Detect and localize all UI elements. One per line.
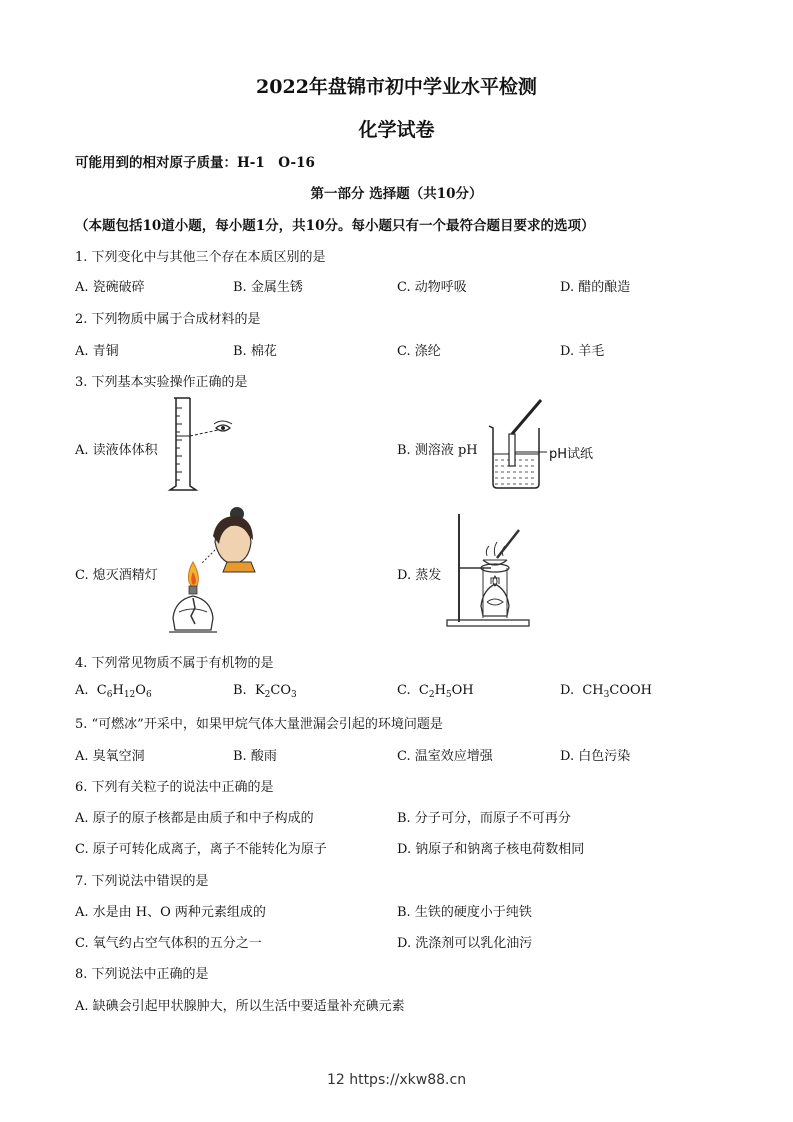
alcohol-lamp-figure — [165, 500, 255, 640]
q1-option-a[interactable]: A. 瓷碗破碎 — [75, 280, 145, 295]
question-1-stem: 1. 下列变化中与其他三个存在本质区别的是 — [75, 250, 326, 265]
graduated-cylinder-figure — [160, 394, 240, 494]
q5-option-b[interactable]: B. 酸雨 — [233, 749, 277, 764]
q2-option-d[interactable]: D. 羊毛 — [560, 344, 605, 359]
section-note: （本题包括10道小题，每小题1分，共10分。每小题只有一个最符合题目要求的选项） — [75, 218, 595, 234]
q2-option-c[interactable]: C. 涤纶 — [397, 344, 441, 359]
q7-option-c[interactable]: C. 氧气约占空气体积的五分之一 — [75, 936, 262, 951]
q3-option-c[interactable]: C. 熄灭酒精灯 — [75, 568, 158, 583]
q7-option-a[interactable]: A. 水是由 H、O 两种元素组成的 — [75, 905, 266, 920]
q3-option-d[interactable]: D. 蒸发 — [397, 568, 442, 583]
q1-option-c[interactable]: C. 动物呼吸 — [397, 280, 467, 295]
evaporation-figure — [445, 510, 535, 630]
q7-option-b[interactable]: B. 生铁的硬度小于纯铁 — [397, 905, 532, 920]
page-title: 2022年盘锦市初中学业水平检测 — [256, 76, 537, 98]
q4-option-c[interactable]: C. $C_2H_5OH$ — [397, 683, 474, 700]
q5-option-d[interactable]: D. 白色污染 — [560, 749, 631, 764]
question-5-stem: 5. “可燃冰”开采中，如果甲烷气体大量泄漏会引起的环境问题是 — [75, 717, 443, 732]
q6-option-d[interactable]: D. 钠原子和钠离子核电荷数相同 — [397, 842, 585, 857]
q6-option-a[interactable]: A. 原子的原子核都是由质子和中子构成的 — [75, 811, 314, 826]
question-8-stem: 8. 下列说法中正确的是 — [75, 967, 209, 982]
q1-option-b[interactable]: B. 金属生锈 — [233, 280, 303, 295]
question-7-stem: 7. 下列说法中错误的是 — [75, 874, 209, 889]
q4-option-b[interactable]: B. $K_2CO_3$ — [233, 683, 297, 700]
section-title: 第一部分 选择题（共10分） — [310, 186, 483, 202]
page-subtitle: 化学试卷 — [358, 119, 435, 141]
atomic-mass-note: 可能用到的相对原子质量：H-1 O-16 — [75, 155, 315, 171]
question-4-stem: 4. 下列常见物质不属于有机物的是 — [75, 656, 274, 671]
page-footer: 12 https://xkw88.cn — [326, 1072, 467, 1088]
q3-option-a[interactable]: A. 读液体体积 — [75, 443, 158, 458]
q8-option-a[interactable]: A. 缺碘会引起甲状腺肿大，所以生活中要适量补充碘元素 — [75, 999, 405, 1014]
q1-option-d[interactable]: D. 醋的酿造 — [560, 280, 631, 295]
q6-option-c[interactable]: C. 原子可转化成离子，离子不能转化为原子 — [75, 842, 327, 857]
question-2-stem: 2. 下列物质中属于合成材料的是 — [75, 312, 261, 327]
q2-option-b[interactable]: B. 棉花 — [233, 344, 277, 359]
q5-option-c[interactable]: C. 温室效应增强 — [397, 749, 493, 764]
question-6-stem: 6. 下列有关粒子的说法中正确的是 — [75, 780, 274, 795]
q5-option-a[interactable]: A. 臭氧空洞 — [75, 749, 145, 764]
q6-option-b[interactable]: B. 分子可分，而原子不可再分 — [397, 811, 571, 826]
q4-option-d[interactable]: D. $CH_3COOH$ — [560, 683, 652, 700]
q2-option-a[interactable]: A. 青铜 — [75, 344, 119, 359]
ph-paper-label: pH试纸 — [549, 447, 594, 462]
question-3-stem: 3. 下列基本实验操作正确的是 — [75, 375, 248, 390]
q7-option-d[interactable]: D. 洗涤剂可以乳化油污 — [397, 936, 533, 951]
q3-option-b[interactable]: B. 测溶液 pH — [397, 443, 478, 458]
q4-option-a[interactable]: A. $C_6H_{12}O_6$ — [75, 683, 152, 700]
